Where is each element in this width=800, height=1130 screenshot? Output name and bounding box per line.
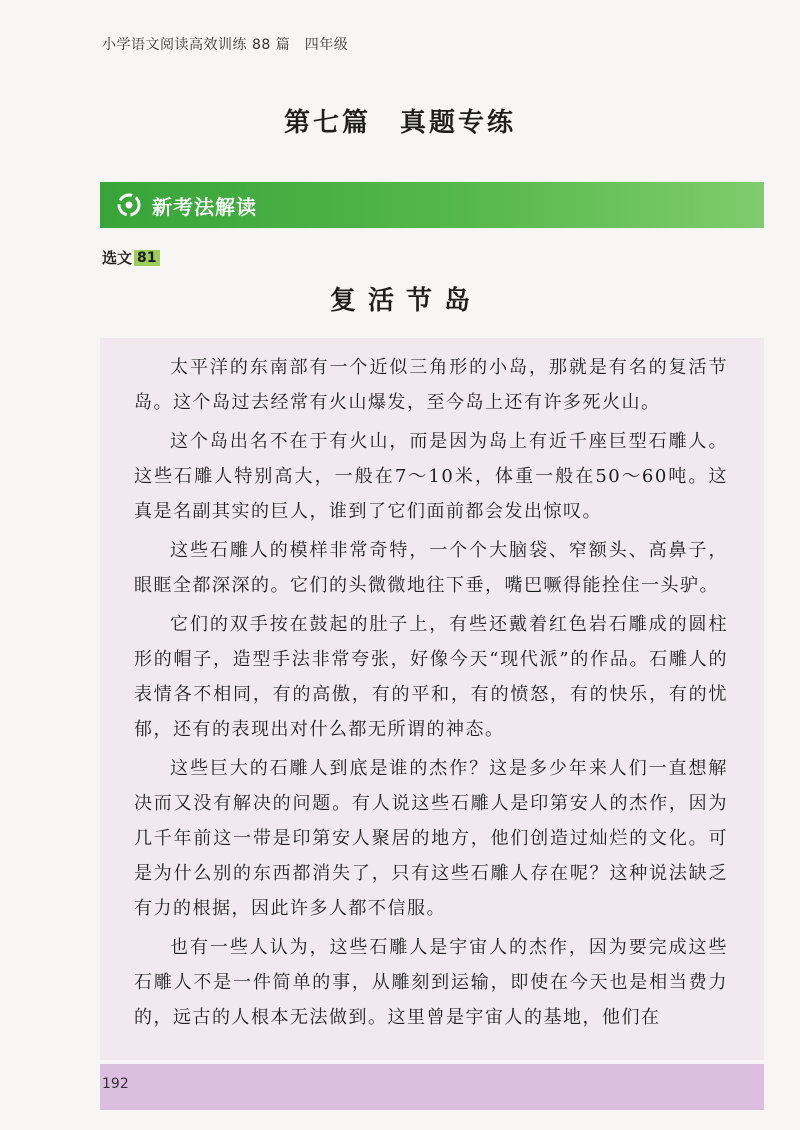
paragraph: 也有一些人认为，这些石雕人是宇宙人的杰作，因为要完成这些石雕人不是一件简单的事，从雕刻到运输，即使在今天也是相当费力的，远古的人根本无法做到。这里曾是宇宙人的基地，他们在 — [134, 937, 728, 1028]
paragraph: 太平洋的东南部有一个近似三角形的小岛，那就是有名的复活节岛。这个岛过去经常有火山爆发，至今岛上还有许多死火山。 — [134, 357, 728, 413]
page-number: 192 — [102, 1076, 129, 1092]
chapter-title: 第七篇 真题专练 — [283, 108, 516, 138]
selection-tag — [102, 247, 160, 268]
paragraph: 这些石雕人的模样非常奇特，一个个大脑袋、窄额头、高鼻子，眼眶全都深深的。它们的头微微地往下垂，嘴巴噘得能拴住一头驴。 — [134, 540, 728, 596]
banner-label: 新考法解读 — [152, 194, 257, 219]
paragraph: 这些巨大的石雕人到底是谁的杰作？这是多少年来人们一直想解决而又没有解决的问题。有人说这些石雕人是印第安人的杰作，因为几千年前这一带是印第安人聚居的地方，他们创造过灿烂的文化。可是为什么别的东西都消失了，只有这些石雕人存在呢？这种说法缺乏有力的根据，因此许多人都不信服。 — [134, 758, 728, 919]
selection-label: 选文 — [102, 249, 133, 267]
paragraph: 它们的双手按在鼓起的肚子上，有些还戴着红色岩石雕成的圆柱形的帽子，造型手法非常夸张，好像今天“现代派”的作品。石雕人的表情各不相同，有的高傲，有的平和，有的愤怒，有的快乐，有的忧郁，还有的表现出对什么都无所谓的神态。 — [134, 614, 728, 740]
article-body — [100, 338, 764, 1060]
selection-number: 81 — [134, 250, 159, 266]
running-header: 小学语文阅读高效训练 88 篇 四年级 — [102, 37, 349, 53]
section-banner — [100, 182, 764, 228]
article-title: 复活节岛 — [329, 286, 482, 316]
recycle-leaf-icon — [116, 192, 142, 218]
paragraph: 这个岛出名不在于有火山，而是因为岛上有近千座巨型石雕人。这些石雕人特别高大，一般在7～10米，体重一般在50～60吨。这真是名副其实的巨人，谁到了它们面前都会发出惊叹。 — [134, 431, 728, 522]
footer-band — [100, 1064, 764, 1110]
